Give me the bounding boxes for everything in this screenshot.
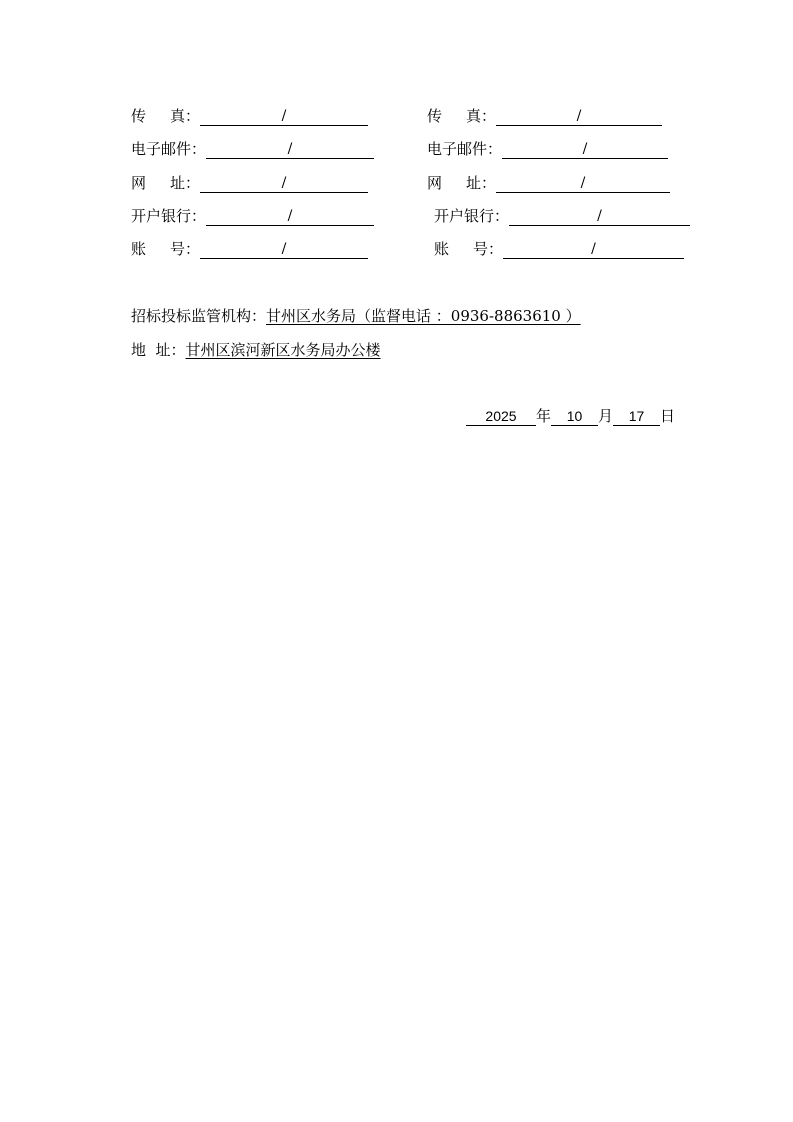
right-account-label: 账号	[434, 240, 488, 258]
supervision-value: 甘州区水务局（监督电话 ：0936-8863610 ）	[266, 307, 581, 325]
right-fax-label: 传真	[427, 107, 481, 125]
address-line	[131, 340, 381, 360]
supervision-line	[131, 306, 581, 326]
right-email-field: 电子邮件 ： /	[427, 139, 668, 159]
right-website-value[interactable]: /	[496, 174, 670, 193]
supervision-label: 招标投标监管机构：	[131, 307, 267, 325]
left-account-field: 账号 ： /	[131, 239, 368, 259]
right-fax-field: 传真 ： /	[427, 106, 662, 126]
left-account-value[interactable]: /	[200, 240, 368, 259]
right-account-value[interactable]: /	[503, 240, 684, 259]
left-bank-field: 开户银行 ： /	[131, 206, 374, 226]
left-email-label: 电子邮件	[131, 140, 192, 158]
date-month-unit: 月	[598, 407, 614, 425]
left-account-label: 账号	[131, 240, 185, 258]
date-line	[466, 406, 675, 426]
right-bank-label: 开户银行	[434, 207, 495, 225]
right-bank-field: 开户银行 ： /	[434, 206, 690, 226]
address-label: 地 址：	[131, 341, 186, 359]
left-bank-label: 开户银行	[131, 207, 192, 225]
left-email-field: 电子邮件 ： /	[131, 139, 374, 159]
left-fax-value[interactable]: /	[200, 107, 368, 126]
date-year-unit: 年	[536, 407, 552, 425]
left-website-value[interactable]: /	[200, 174, 368, 193]
right-fax-value[interactable]: /	[496, 107, 662, 126]
address-value: 甘州区滨河新区水务局办公楼	[185, 341, 381, 359]
right-website-field: 网址 ： /	[427, 173, 670, 193]
right-website-label: 网址	[427, 174, 481, 192]
right-email-label: 电子邮件	[427, 140, 488, 158]
right-account-field: 账号 ： /	[434, 239, 684, 259]
date-month[interactable]: 10	[551, 407, 598, 426]
date-year[interactable]: 2025	[466, 407, 536, 426]
left-fax-label: 传真	[131, 107, 185, 125]
left-website-label: 网址	[131, 174, 185, 192]
right-email-value[interactable]: /	[502, 140, 668, 159]
right-bank-value[interactable]: /	[509, 207, 690, 226]
date-day-unit: 日	[660, 407, 676, 425]
left-bank-value[interactable]: /	[206, 207, 374, 226]
left-email-value[interactable]: /	[206, 140, 374, 159]
left-website-field: 网址 ： /	[131, 173, 368, 193]
date-day[interactable]: 17	[613, 407, 660, 426]
left-fax-field: 传真 ： /	[131, 106, 368, 126]
